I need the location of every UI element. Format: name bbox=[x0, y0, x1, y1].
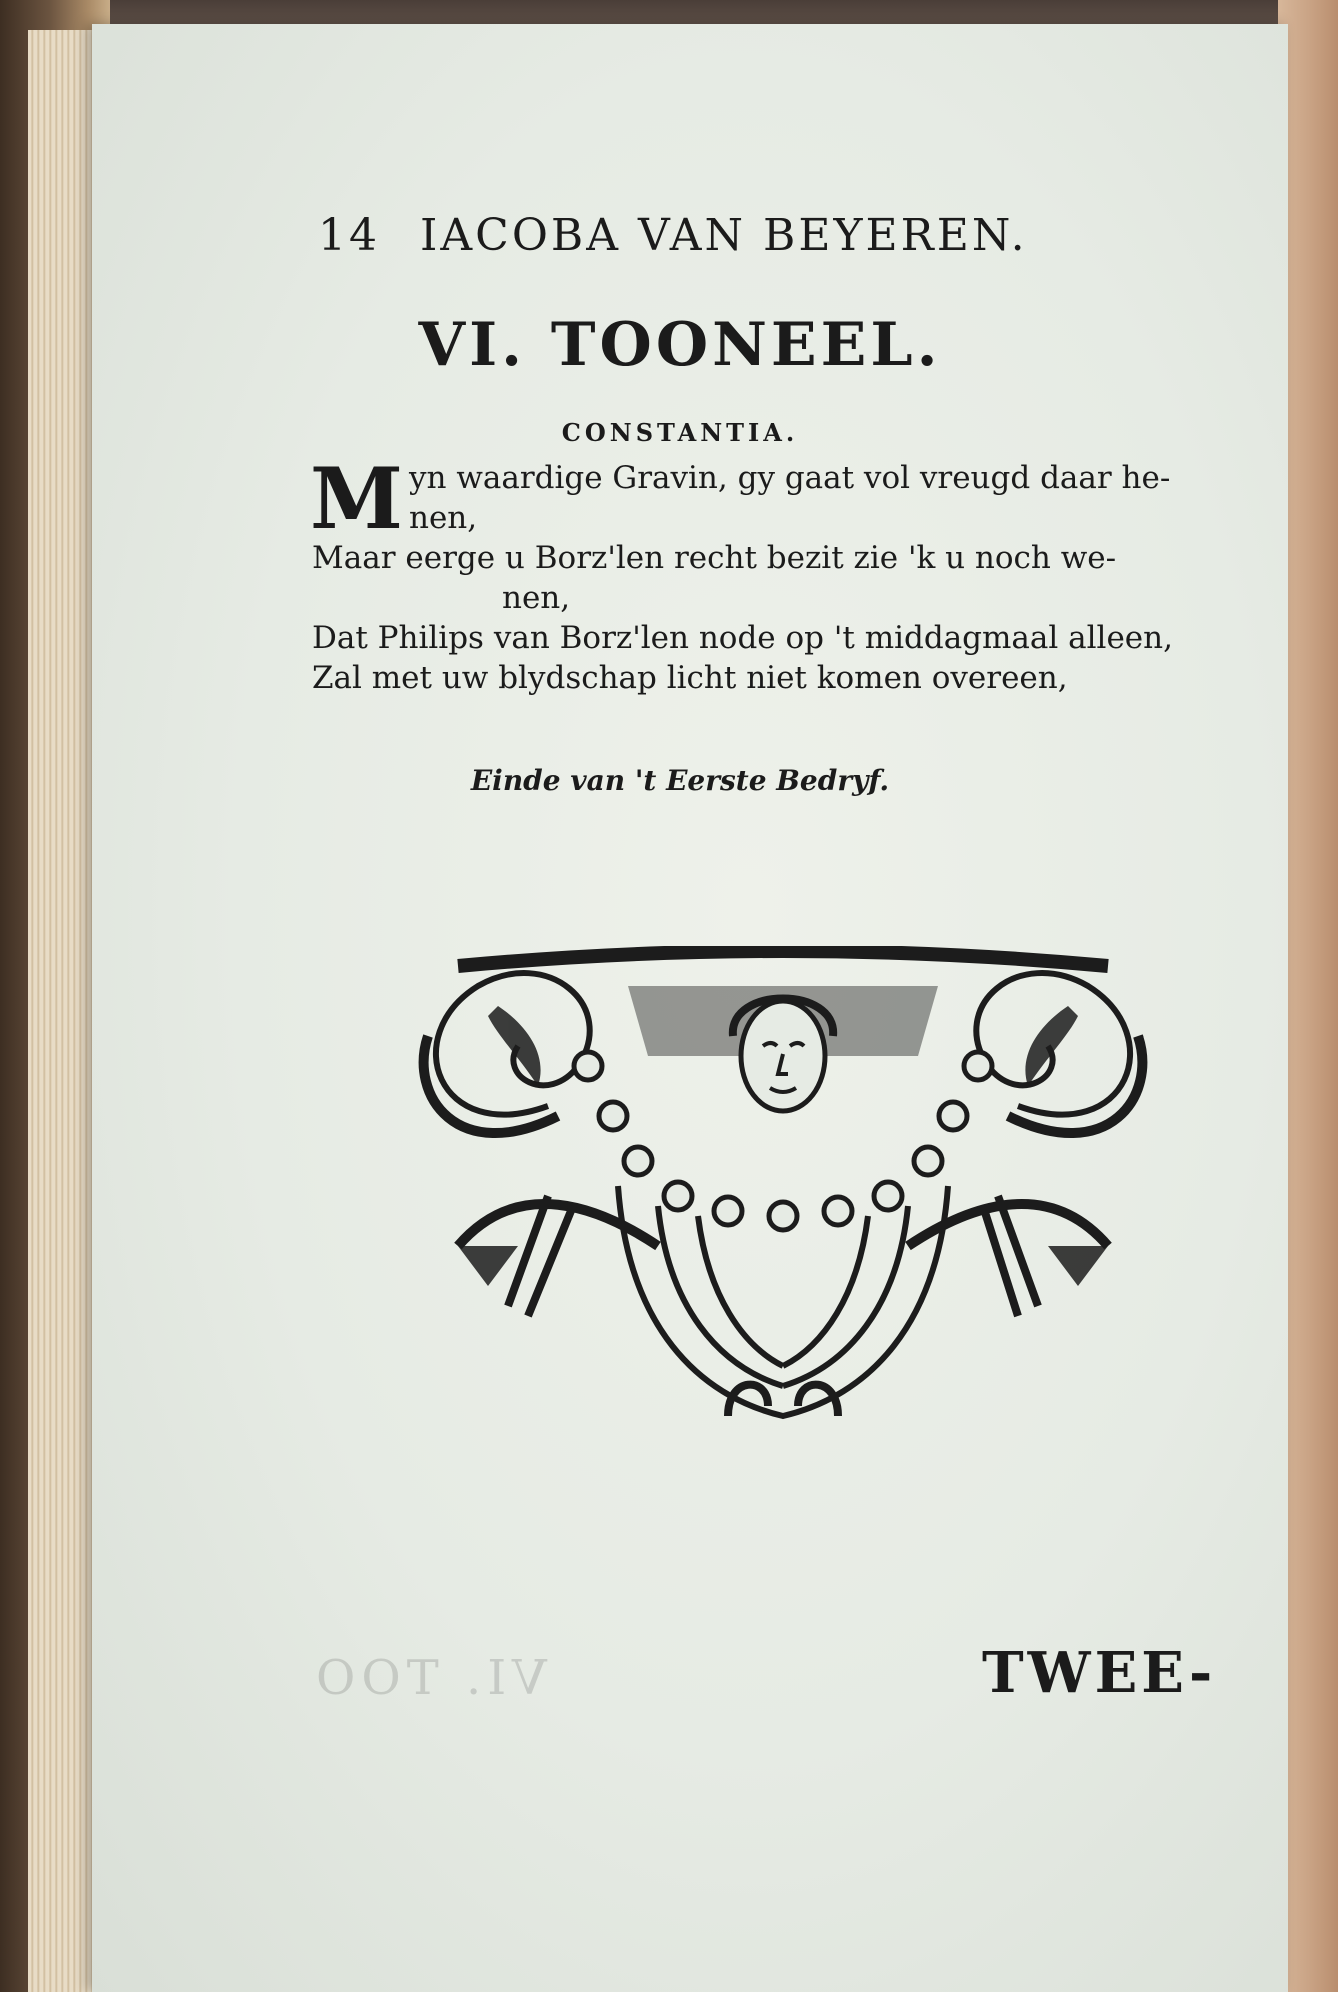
verse-line-1 bbox=[310, 449, 1252, 548]
verse-line-3: Dat Philips van Borz'len node op 't middagmaal alleen, bbox=[312, 620, 1173, 656]
running-title: IACOBA VAN BEYEREN. bbox=[420, 210, 1028, 261]
woodcut-ornament-icon bbox=[398, 946, 1168, 1436]
verse-turnover: nen, bbox=[408, 500, 478, 536]
end-of-act: Einde van 't Eerste Bedryf. bbox=[470, 764, 890, 797]
speaker-name: CONSTANTIA. bbox=[561, 418, 799, 447]
show-through-text: VI. TOO bbox=[310, 1650, 547, 1706]
page-number: 14 bbox=[318, 210, 380, 261]
verse-turnover: nen, bbox=[502, 580, 571, 616]
catchword: TWEE- bbox=[982, 1640, 1217, 1706]
verse-line-2: Maar eerge u Borz'len recht bezit zie 'k u noch we- bbox=[312, 540, 1117, 576]
verse-line-4: Zal met uw blydschap licht niet komen overeen, bbox=[312, 660, 1068, 696]
drop-cap: M bbox=[310, 449, 403, 548]
running-head bbox=[318, 210, 1118, 270]
scene-title: VI. TOONEEL. bbox=[418, 310, 942, 380]
verse-line-text: yn waardige Gravin, gy gaat vol vreugd daar he- bbox=[408, 460, 1171, 496]
verse-block bbox=[310, 449, 1252, 698]
